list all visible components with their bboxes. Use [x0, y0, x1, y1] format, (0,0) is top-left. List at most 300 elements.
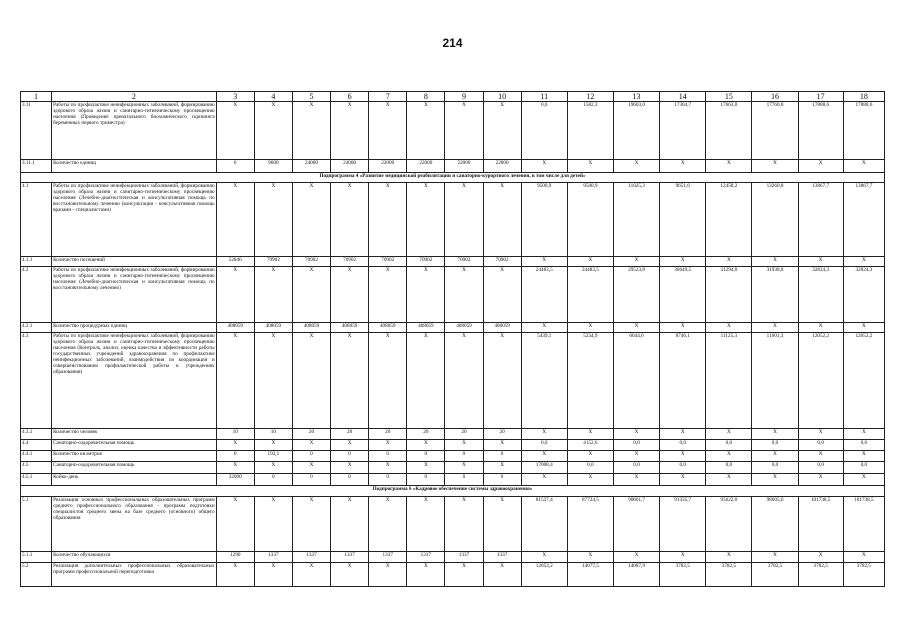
table-cell: X	[798, 552, 843, 563]
row-code: 4.1	[21, 183, 52, 257]
table-cell: 9500,9	[567, 183, 613, 257]
table-cell: 70902	[254, 257, 292, 267]
table-cell: 5439,1	[521, 333, 567, 429]
table-cell: X	[613, 323, 659, 333]
table-cell: 0	[254, 474, 292, 486]
table-cell: 31294,0	[706, 267, 752, 323]
row-code: 4.2.1	[21, 323, 52, 333]
table-cell: X	[216, 440, 254, 451]
table-cell: 3782,5	[843, 563, 884, 587]
section-row	[21, 486, 885, 497]
table-cell: X	[292, 462, 330, 474]
table-cell: 8746,1	[660, 333, 706, 429]
table-row	[21, 462, 885, 474]
table-cell: X	[216, 497, 254, 552]
row-description: Реализация основных профессиональных образовательных программ среднего профессионального образования - программ подготовки специалистов среднего звена на базе среднего (основного) общего образования	[52, 497, 217, 552]
table-cell: X	[254, 440, 292, 451]
table-cell: 17760,8	[752, 102, 798, 160]
section-title: Подпрограмма 4 «Развитие медицинской реабилитации и санаторно-курортного лечения, в том числе для детей»	[21, 173, 885, 183]
table-cell: 408059	[369, 323, 407, 333]
table-cell: 0,0	[843, 462, 884, 474]
table-cell: 10	[254, 429, 292, 440]
table-row	[21, 160, 885, 173]
table-row	[21, 497, 885, 552]
table-cell: 0	[407, 451, 445, 462]
table-cell: 0	[407, 474, 445, 486]
table-cell: 0,0	[660, 440, 706, 451]
table-cell: 20	[331, 429, 369, 440]
table-cell: X	[567, 160, 613, 173]
table-cell: X	[706, 429, 752, 440]
row-description: Количество человек	[52, 429, 217, 440]
table-cell: 12052,2	[798, 333, 843, 429]
table-cell: X	[660, 429, 706, 440]
table-cell: 13260,8	[752, 183, 798, 257]
table-cell: X	[369, 462, 407, 474]
table-cell: X	[798, 474, 843, 486]
table-cell: X	[843, 323, 884, 333]
table-cell: X	[445, 497, 483, 552]
table-cell: 11025,3	[613, 183, 659, 257]
table-cell: X	[483, 563, 521, 587]
table-cell: X	[331, 462, 369, 474]
table-cell: X	[521, 429, 567, 440]
table-cell: X	[613, 429, 659, 440]
table-cell: X	[254, 497, 292, 552]
row-code: 4.4	[21, 440, 52, 451]
table-cell: X	[216, 563, 254, 587]
table-cell: X	[843, 552, 884, 563]
column-number: 1	[21, 92, 52, 102]
table-cell: 3782,5	[752, 563, 798, 587]
table-cell: X	[407, 333, 445, 429]
table-cell: X	[483, 462, 521, 474]
table-cell: 70902	[331, 257, 369, 267]
table-cell: X	[445, 102, 483, 160]
table-cell: 3782,5	[798, 563, 843, 587]
table-cell: X	[331, 563, 369, 587]
table-cell: X	[660, 451, 706, 462]
table-cell: 3782,5	[706, 563, 752, 587]
table-cell: 4152,6	[567, 440, 613, 451]
table-cell: X	[445, 440, 483, 451]
table-cell: X	[567, 323, 613, 333]
table-cell: 0	[483, 451, 521, 462]
row-code: 4.4.1	[21, 451, 52, 462]
table-cell: X	[798, 257, 843, 267]
table-cell: 20	[292, 429, 330, 440]
table-cell: 17008,4	[521, 462, 567, 474]
table-cell: 1337	[407, 552, 445, 563]
table-cell: 0	[483, 474, 521, 486]
table-cell: X	[483, 267, 521, 323]
table-cell: 98605,6	[752, 497, 798, 552]
table-cell: X	[752, 429, 798, 440]
table-cell: X	[292, 497, 330, 552]
table-cell: X	[407, 563, 445, 587]
table-cell: X	[706, 552, 752, 563]
section-title: Подпрограмма 6 «Кадровое обеспечение системы здравоохранения»	[21, 486, 885, 497]
table-cell: X	[752, 323, 798, 333]
table-cell: X	[798, 451, 843, 462]
table-cell: X	[843, 451, 884, 462]
row-description: Количество обучающихся	[52, 552, 217, 563]
table-cell: 1337	[483, 552, 521, 563]
table-cell: X	[706, 257, 752, 267]
page-number: 214	[442, 36, 463, 50]
table-cell: X	[331, 333, 369, 429]
table-cell: X	[445, 333, 483, 429]
table-cell: X	[445, 183, 483, 257]
column-number: 12	[567, 92, 613, 102]
row-description: Санаторно-оздоровительная помощь	[52, 462, 217, 474]
row-description: Работы по профилактике неинфекционных заболеваний, формированию здорового образа жизни и санитарно-гигиеническому просвещению населения (Лечебно-диагностическая и консультативная помощь по восстановительному лечению (консультации - консультативная помощь врачами - специалистами)	[52, 183, 217, 257]
table-cell: 0,0	[706, 440, 752, 451]
table-cell: X	[369, 440, 407, 451]
row-description: Койко-день	[52, 474, 217, 486]
table-cell: X	[369, 333, 407, 429]
table-cell: 22000	[483, 160, 521, 173]
table-cell: 0	[216, 451, 254, 462]
column-number: 6	[331, 92, 369, 102]
table-cell: X	[445, 462, 483, 474]
table-cell: X	[331, 440, 369, 451]
table-cell: 14087,9	[613, 563, 659, 587]
table-cell: 20	[445, 429, 483, 440]
table-cell: 0,0	[798, 440, 843, 451]
column-number: 14	[660, 92, 706, 102]
table-cell: 95622,0	[706, 497, 752, 552]
table-cell: 13867,7	[798, 183, 843, 257]
table-row	[21, 267, 885, 323]
table-cell: 81537,4	[521, 497, 567, 552]
table-cell: X	[292, 102, 330, 160]
table-cell: 1337	[254, 552, 292, 563]
row-code: 5.2	[21, 563, 52, 587]
table-cell: X	[660, 552, 706, 563]
table-cell: 20	[369, 429, 407, 440]
table-cell: X	[752, 257, 798, 267]
row-code: 3.11	[21, 102, 52, 160]
header-row	[21, 92, 885, 102]
table-cell: 11601,3	[752, 333, 798, 429]
table-cell: 24483,5	[521, 267, 567, 323]
table-cell: X	[292, 440, 330, 451]
row-description: Количество кв.метров	[52, 451, 217, 462]
table-cell: 13867,7	[843, 183, 884, 257]
column-number: 9	[445, 92, 483, 102]
table-row	[21, 451, 885, 462]
table-cell: 0	[292, 451, 330, 462]
table-cell: 408059	[254, 323, 292, 333]
table-row	[21, 440, 885, 451]
table-cell: 24000	[331, 160, 369, 173]
row-description: Санаторно-оздоровительная помощь	[52, 440, 217, 451]
table-cell: 91335,7	[660, 497, 706, 552]
table-cell: X	[521, 323, 567, 333]
table-cell: 0	[292, 474, 330, 486]
table-cell: 24000	[292, 160, 330, 173]
table-cell: X	[706, 451, 752, 462]
row-description: Работы по профилактике неинфекционных заболеваний, формированию здорового образа жизни и санитарно-гигиеническому просвещению населения (Проведение пренатального биохимического скрининга беременных первого триместра)	[52, 102, 217, 160]
table-cell: X	[798, 160, 843, 173]
table-cell: 31938,8	[752, 267, 798, 323]
table-row	[21, 333, 885, 429]
table-cell: X	[216, 102, 254, 160]
row-code: 4.1.1	[21, 257, 52, 267]
table-cell: X	[567, 451, 613, 462]
table-row	[21, 474, 885, 486]
column-number: 4	[254, 92, 292, 102]
table-cell: X	[254, 563, 292, 587]
table-cell: X	[369, 563, 407, 587]
table-cell: 70902	[445, 257, 483, 267]
table-cell: X	[843, 257, 884, 267]
column-number: 8	[407, 92, 445, 102]
table-cell: X	[254, 462, 292, 474]
table-row	[21, 429, 885, 440]
table-cell: 32000	[216, 474, 254, 486]
table-cell: X	[369, 183, 407, 257]
table-cell: 12053,2	[521, 563, 567, 587]
table-cell: X	[798, 323, 843, 333]
table-cell: 12458,2	[706, 183, 752, 257]
table-cell: 3782,5	[660, 563, 706, 587]
table-cell: X	[254, 267, 292, 323]
table-cell: 408059	[407, 323, 445, 333]
table-cell: X	[407, 183, 445, 257]
row-code: 5.1.1	[21, 552, 52, 563]
column-number: 2	[52, 92, 217, 102]
table-cell: 22000	[445, 160, 483, 173]
table-cell: 32824,3	[843, 267, 884, 323]
table-cell: 19603,0	[613, 102, 659, 160]
row-description: Количество посещений	[52, 257, 217, 267]
table-cell: 32824,3	[798, 267, 843, 323]
table-row	[21, 323, 885, 333]
table-cell: 0,0	[843, 440, 884, 451]
table-cell: 9651,6	[660, 183, 706, 257]
row-code: 4.5	[21, 462, 52, 474]
row-code: 5.1	[21, 497, 52, 552]
column-number: 13	[613, 92, 659, 102]
table-cell: X	[254, 183, 292, 257]
table-cell: X	[567, 257, 613, 267]
table-cell: 1337	[292, 552, 330, 563]
table-cell: 1337	[369, 552, 407, 563]
table-cell: 24483,5	[567, 267, 613, 323]
table-cell: X	[483, 440, 521, 451]
table-cell: X	[567, 429, 613, 440]
table-cell: 70902	[483, 257, 521, 267]
table-cell: X	[216, 462, 254, 474]
table-cell: 408059	[445, 323, 483, 333]
row-code: 4.3	[21, 333, 52, 429]
table-cell: X	[483, 183, 521, 257]
table-cell: X	[613, 451, 659, 462]
table-cell: 10	[216, 429, 254, 440]
table-cell: 408059	[483, 323, 521, 333]
table-cell: 0	[369, 474, 407, 486]
table-cell: X	[331, 183, 369, 257]
row-code: 3.11.1	[21, 160, 52, 173]
column-number: 7	[369, 92, 407, 102]
table-cell: 17888,6	[798, 102, 843, 160]
column-number: 16	[752, 92, 798, 102]
table-cell: X	[567, 474, 613, 486]
table-cell: X	[331, 267, 369, 323]
table-cell: X	[613, 474, 659, 486]
table-cell: 70902	[292, 257, 330, 267]
table-cell: 14077,5	[567, 563, 613, 587]
table-cell: 1582,3	[567, 102, 613, 160]
table-cell: X	[613, 552, 659, 563]
table-cell: X	[292, 183, 330, 257]
table-cell: 0	[331, 474, 369, 486]
table-cell: 0,0	[567, 462, 613, 474]
table-cell: 87724,5	[567, 497, 613, 552]
table-cell: 0,0	[521, 102, 567, 160]
table-row	[21, 183, 885, 257]
table-cell: X	[752, 552, 798, 563]
table-cell: 408059	[292, 323, 330, 333]
table-cell: 5234,9	[567, 333, 613, 429]
table-cell: X	[369, 102, 407, 160]
column-number: 3	[216, 92, 254, 102]
table-cell: X	[445, 563, 483, 587]
table-cell: 17304,7	[660, 102, 706, 160]
table-cell: 1290	[216, 552, 254, 563]
column-number: 17	[798, 92, 843, 102]
row-description: Работы по профилактике неинфекционных заболеваний, формированию здорового образа жизни и санитарно-гигиеническому просвещению населения (Контроль, анализ, оценка качества и эффективности работы государственных учреждений здравоохранения по профилактике неинфекционных заболеваний, взаимодействия по координации и совершенствованию профилактической работы в учреждениях образования)	[52, 333, 217, 429]
table-cell: 70902	[369, 257, 407, 267]
table-cell: X	[407, 440, 445, 451]
table-cell: 29523,8	[613, 267, 659, 323]
table-cell: 0,0	[798, 462, 843, 474]
table-cell: X	[407, 102, 445, 160]
table-cell: X	[660, 474, 706, 486]
table-cell: X	[752, 160, 798, 173]
column-number: 5	[292, 92, 330, 102]
table-cell: X	[216, 267, 254, 323]
table-cell: 408059	[331, 323, 369, 333]
table-cell: 0,0	[613, 462, 659, 474]
table-cell: 101738,5	[798, 497, 843, 552]
table-cell: 9600	[254, 160, 292, 173]
table-cell: X	[407, 497, 445, 552]
row-description: Количество процедурных единиц	[52, 323, 217, 333]
table-cell: 22000	[369, 160, 407, 173]
table-cell: X	[254, 102, 292, 160]
table-cell: 0,0	[660, 462, 706, 474]
table-cell: 0	[445, 451, 483, 462]
table-cell: 0	[331, 451, 369, 462]
table-cell: X	[521, 474, 567, 486]
table-cell: X	[483, 102, 521, 160]
table-cell: X	[216, 183, 254, 257]
column-number: 15	[706, 92, 752, 102]
table-cell: X	[752, 474, 798, 486]
table-cell: X	[706, 160, 752, 173]
table-cell: X	[369, 497, 407, 552]
table-cell: X	[521, 160, 567, 173]
table-cell: X	[798, 429, 843, 440]
table-cell: X	[567, 552, 613, 563]
table-cell: X	[660, 323, 706, 333]
table-cell: 17663,8	[706, 102, 752, 160]
table-cell: X	[331, 102, 369, 160]
table-cell: X	[843, 474, 884, 486]
table-cell: 6044,6	[613, 333, 659, 429]
table-cell: 0,0	[752, 462, 798, 474]
table-row	[21, 257, 885, 267]
table-cell: 20	[483, 429, 521, 440]
row-description: Реализация дополнительных профессиональных образовательных программ профессиональной переподготовки	[52, 563, 217, 587]
table-cell: 20	[407, 429, 445, 440]
table-cell: 0,0	[521, 440, 567, 451]
table-cell: X	[613, 160, 659, 173]
row-code: 4.3.1	[21, 429, 52, 440]
table-cell: X	[613, 257, 659, 267]
row-code: 4.2	[21, 267, 52, 323]
table-cell: X	[843, 160, 884, 173]
table-cell: X	[706, 474, 752, 486]
table-cell: 90601,7	[613, 497, 659, 552]
section-row	[21, 173, 885, 183]
table-cell: 52846	[216, 257, 254, 267]
table-cell: X	[407, 267, 445, 323]
table-cell: 11125,3	[706, 333, 752, 429]
table-cell: X	[407, 462, 445, 474]
table-cell: X	[660, 160, 706, 173]
table-cell: 1337	[445, 552, 483, 563]
table-cell: 9500,9	[521, 183, 567, 257]
table-cell: X	[216, 333, 254, 429]
table-cell: 6	[216, 160, 254, 173]
table-cell: X	[331, 497, 369, 552]
column-number: 10	[483, 92, 521, 102]
table-cell: 22000	[407, 160, 445, 173]
data-table	[20, 91, 885, 587]
table-cell: X	[483, 497, 521, 552]
table-cell: X	[521, 451, 567, 462]
table-cell: X	[706, 323, 752, 333]
table-cell: X	[292, 267, 330, 323]
table-cell: 17888,6	[843, 102, 884, 160]
table-cell: 12052,2	[843, 333, 884, 429]
table-cell: 70902	[407, 257, 445, 267]
table-cell: X	[292, 333, 330, 429]
table-cell: 0	[445, 474, 483, 486]
table-cell: X	[521, 552, 567, 563]
table-cell: 408059	[216, 323, 254, 333]
table-cell: 0,0	[752, 440, 798, 451]
table-cell: X	[483, 333, 521, 429]
table-row	[21, 552, 885, 563]
table-cell: X	[292, 563, 330, 587]
table-cell: 30649,5	[660, 267, 706, 323]
table-cell: X	[521, 257, 567, 267]
table-cell: X	[254, 333, 292, 429]
table-row	[21, 102, 885, 160]
table-cell: 0,0	[706, 462, 752, 474]
row-code: 4.5.1	[21, 474, 52, 486]
table-cell: 101738,5	[843, 497, 884, 552]
table-row	[21, 563, 885, 587]
table-cell: X	[752, 451, 798, 462]
row-description: Количество единиц	[52, 160, 217, 173]
table-cell: 0,0	[613, 440, 659, 451]
